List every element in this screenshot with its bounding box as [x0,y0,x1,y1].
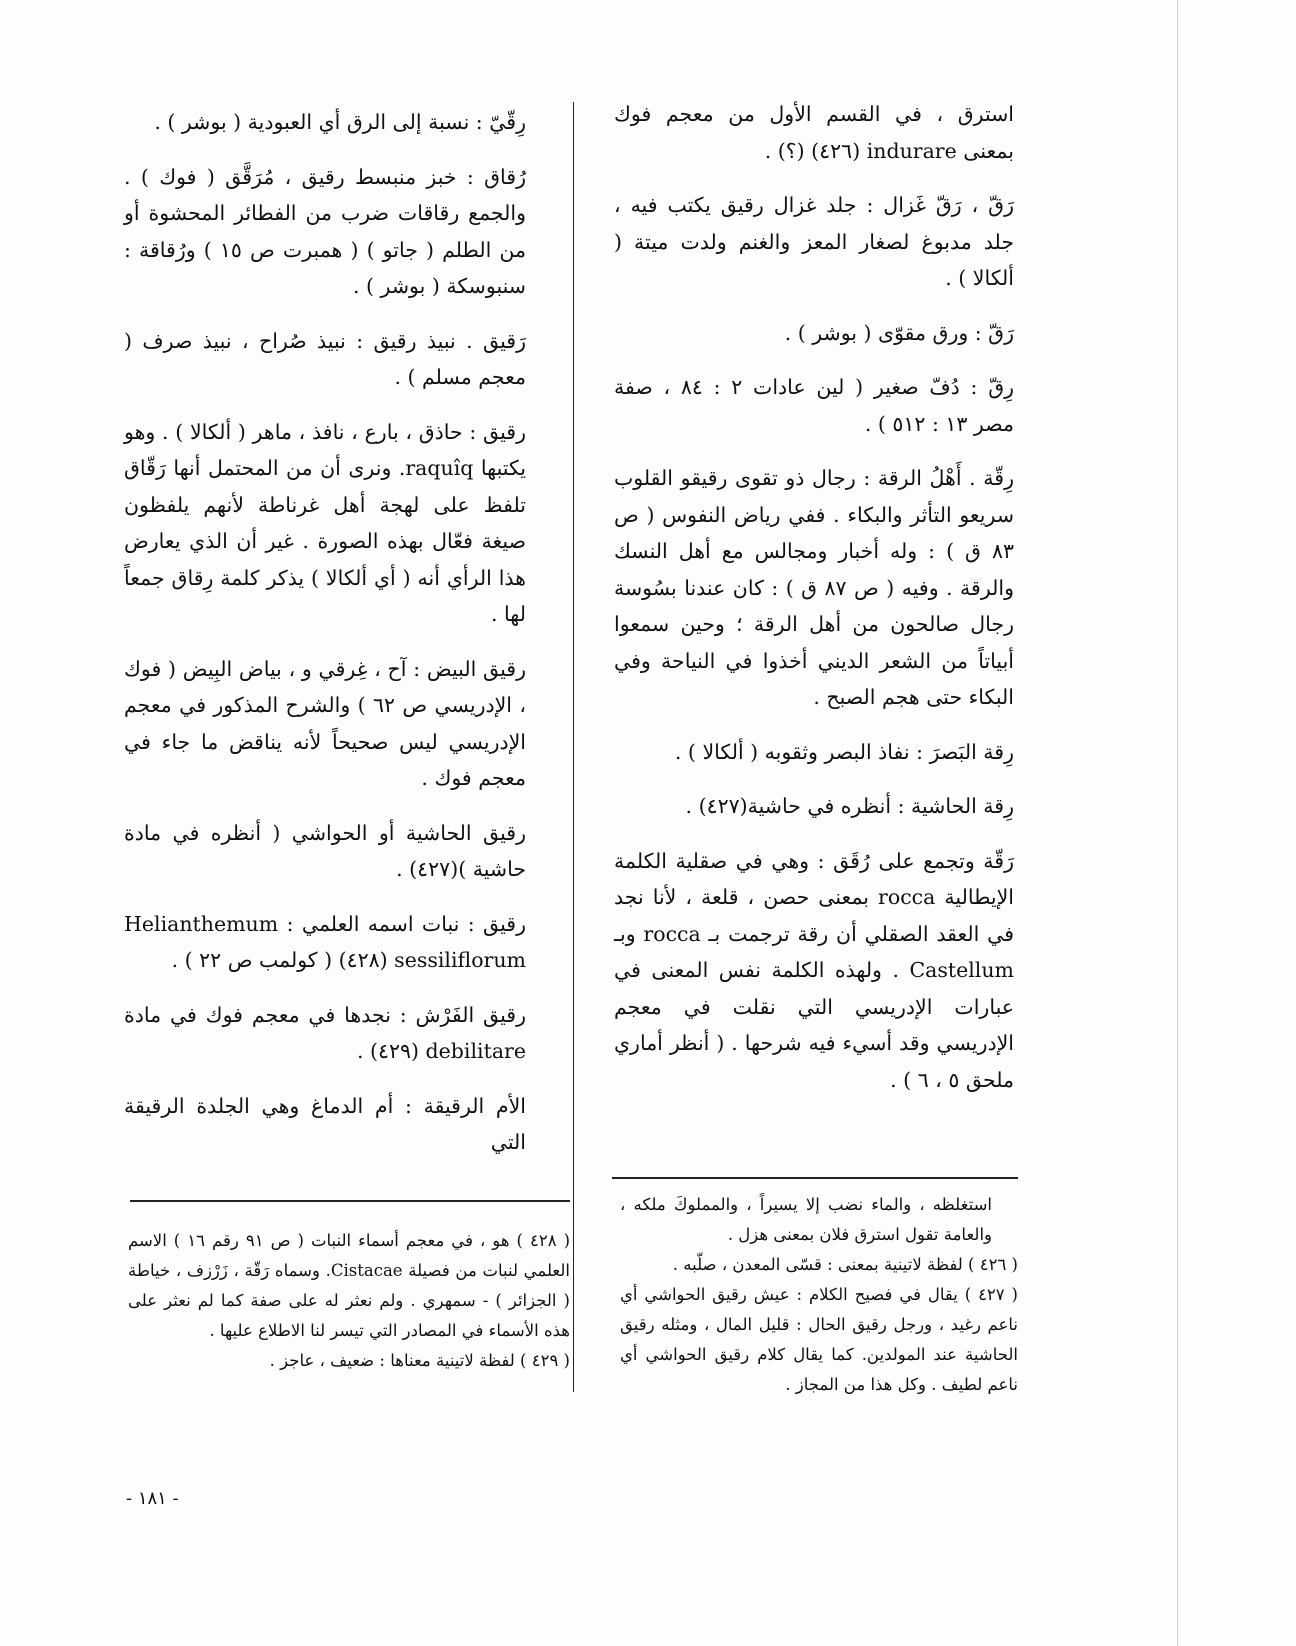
entry-raqiq-hadhiq: رقيق : حاذق ، بارع ، نافذ ، ماهر ( ألكالا ) . وهو يكتبها raquîq. ونرى أن من المحتمل أنها رَقّاق تلفظ على لهجة أهل غرناطة لأنهم يلفظون صيغة فعّال بهذه الصورة . غير أن الذي يعارض هذا الرأي أنه ( أي ألكالا ) يذكر كلمة رِقاق جمعاً لها . [124,419,526,626]
entry-raqiq-albayd: رقيق البيض : آح ، غِرقي و ، بياض البِيض ( فوك ، الإدريسي ص ٦٢ ) والشرح المذكور في معجم الإدريسي ليس صحيحاً لأنه يناقض ما جاء في معجم فوك . [124,656,526,790]
footnote-429: ( ٤٢٩ ) لفظة لاتينية معناها : ضعيف ، عاجز . [269,1351,570,1370]
entry-riqqat-albasar: رِقة البَصرَ : نفاذ البصر وثقوبه ( ألكالا ) . [674,739,1014,764]
entry-istaraqa: استرق ، في القسم الأول من معجم فوك بمعنى indurare (٤٢٦) (؟) . [614,102,1014,163]
entry-raqiq-nabidh: رَقيق . نبيذ رقيق : نبيذ صُراح ، نبيذ صرف ( معجم مسلم ) . [124,328,526,389]
entry-raqq-ghazal: رَقّ ، رَقّ غَزال : جلد غزال رقيق يكتب فيه ، جلد مدبوغ لصغار المعز والغنم ولدت ميتة ( ألكالا ) . [614,193,1014,290]
right-column [614,96,1014,1116]
page-number: - ١٨١ - [126,1488,179,1509]
entry-riqqa-ahl: رِقّة . أَهْلُ الرقة : رجال ذو تقوى رقيقو القلوب سريعو التأثر والبكاء . ففي رياض النفوس ( ص ٨٣ ق ) : وله أخبار ومجالس مع أهل النسك والرقة . وفيه ( ص ٨٧ ق ) : كان عندنا بسُوسة رجال صالحون من أهل الرقة ؛ وحين سمعوا أبياتاً من الشعر الديني أخذوا في النياحة وفي البكاء حتى هجم الصبح . [614,466,1014,709]
left-column [124,104,526,1179]
column-divider [573,102,574,1392]
footnote-continuation: استغلظه ، والماء نضب إلا يسيراً ، والمملوكَ ملكه ، والعامة تقول استرق فلان بمعنى هزل . [620,1195,992,1244]
entry-raqiq-nabat: رقيق : نبات اسمه العلمي : Helianthemum sessiliflorum (٤٢٨) ( كولمب ص ٢٢ ) . [124,911,526,972]
entry-raqqa-rocca: رَقّة وتجمع على رُقَق : وهي في صقلية الكلمة الإيطالية rocca بمعنى حصن ، قلعة ، لأنا نجد في العقد الصقلي أن رقة ترجمت بـ rocca وبـ Castellum . ولهذه الكلمة نفس المعنى في عبارات الإدريسي التي نقلت في معجم الإدريسي وقد أسيء فيه شرحها . ( أنظر أماري ملحق ٥ ، ٦ ) . [614,848,1014,1092]
footnote-separator-right [612,1177,1018,1179]
footnote-separator-left [130,1200,570,1202]
footnotes-left [128,1226,570,1376]
footnotes-right [620,1190,1018,1400]
entry-riqqat-alhashiya: رِقة الحاشية : أنظره في حاشية(٤٢٧) . [685,794,1014,818]
entry-ruqaq: رُقاق : خبز منبسط رقيق ، مُرَقَّق ( فوك ) . والجمع رقاقات ضرب من الفطائر المحشوة أو من الطلم ( جاتو ) ( همبرت ص ١٥ ) ورُقاقة : سنبوسكة ( بوشر ) . [124,164,526,298]
entry-riqq-duff: رِقّ : دُفّ صغير ( لين عادات ٢ : ٨٤ ، صفة مصر ١٣ : ٥١٢ ) . [614,375,1014,436]
footnote-426: ( ٤٢٦ ) لفظة لاتينية بمعنى : قسّى المعدن ، صلّبه . [672,1255,1018,1274]
entry-riqqi: رِقّيّ : نسبة إلى الرق أي العبودية ( بوشر ) . [154,110,526,134]
entry-raqiq-alfarsh: رقيق الفَرْش : نجدها في معجم فوك في مادة debilitare (٤٢٩) . [124,1002,526,1063]
entry-raqq-waraq: رَقّ : ورق مقوّى ( بوشر ) . [784,320,1014,345]
footnote-427: ( ٤٢٧ ) يقال في فصيح الكلام : عيش رقيق الحواشي أي ناعم رغيد ، ورجل رقيق الحال : قليل المال ، ومثله رقيق الحاشية عند المولدين. كما يقال كلام رقيق الحواشي أي ناعم لطيف . وكل هذا من المجاز . [620,1285,1018,1394]
entry-raqiq-alhashiya: رقيق الحاشية أو الحواشي ( أنظره في مادة حاشية )(٤٢٧) . [124,820,526,881]
scan-edge-line [1177,0,1178,1646]
footnote-428: ( ٤٢٨ ) هو ، في معجم أسماء النبات ( ص ٩١ رقم ١٦ ) الاسم العلمي لنبات من فصيلة Cistacae. وسماه رَقّة ، زَرْزف ، خياطة ( الجزائر ) - سمهري . ولم نعثر له على صفة كما لم نعثر على هذه الأسماء في المصادر التي تيسر لنا الاطلاع عليها . [128,1231,571,1340]
entry-alumm-alraqiqa: الأم الرقيقة : أم الدماغ وهي الجلدة الرقيقة التي [124,1093,526,1154]
